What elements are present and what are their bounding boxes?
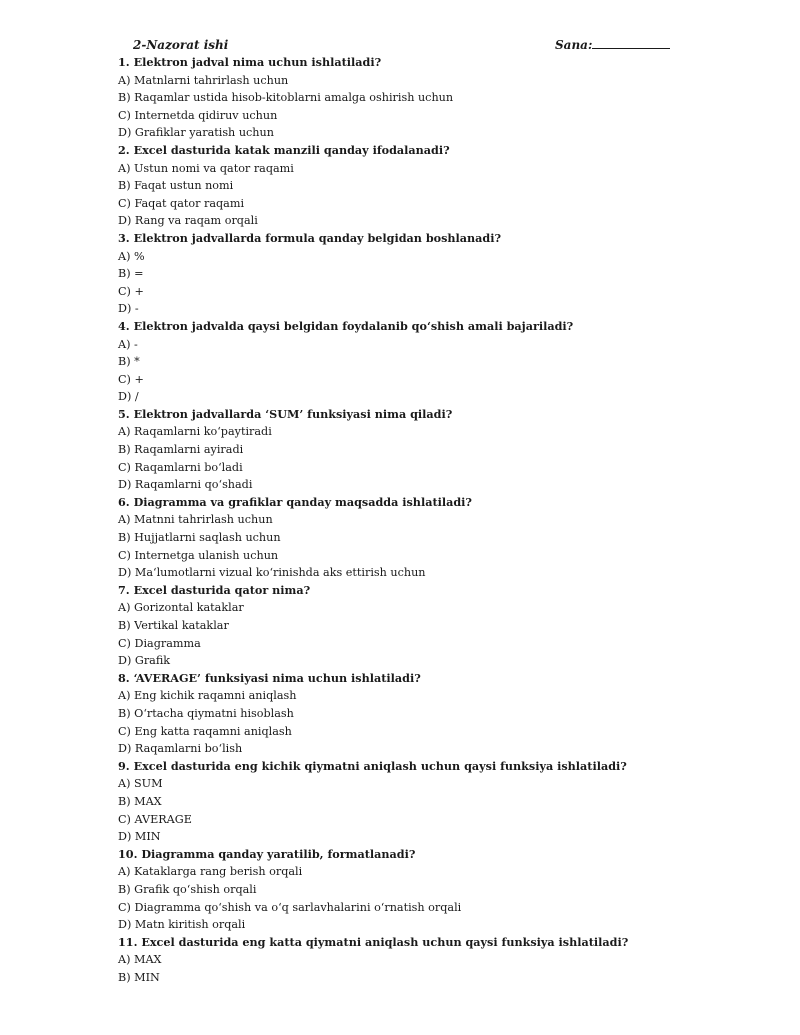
question-9 bbox=[118, 758, 678, 846]
date-label: Sana: bbox=[555, 38, 593, 52]
question-text: 10. Diagramma qanday yaratilib, formatlanadi? bbox=[118, 846, 416, 861]
question-text: 7. Excel dasturida qator nima? bbox=[118, 582, 311, 597]
answer-option-d: D) / bbox=[118, 390, 139, 404]
answer-option-b: B) * bbox=[118, 355, 140, 369]
date-field bbox=[555, 36, 670, 54]
answer-option-b: B) = bbox=[118, 267, 144, 281]
page-title: 2-Nazorat ishi bbox=[133, 38, 229, 52]
question-text: 9. Excel dasturida eng kichik qiymatni aniqlash uchun qaysi funksiya ishlatiladi? bbox=[118, 758, 627, 773]
answer-option-c: C) Diagramma bbox=[118, 636, 201, 650]
answer-option-c: C) Faqat qator raqami bbox=[118, 196, 245, 210]
answer-option-d: D) - bbox=[118, 302, 139, 316]
answer-option-c: C) AVERAGE bbox=[118, 812, 192, 826]
question-2 bbox=[118, 142, 678, 230]
answer-option-b: B) Faqat ustun nomi bbox=[118, 179, 234, 193]
answer-option-b: B) MAX bbox=[118, 794, 162, 808]
answer-option-c: C) Internetga ulanish uchun bbox=[118, 548, 279, 562]
test-sheet bbox=[118, 36, 678, 986]
answer-option-d: D) Matn kiritish orqali bbox=[118, 918, 246, 932]
question-1 bbox=[118, 54, 678, 142]
question-text: 11. Excel dasturida eng katta qiymatni aniqlash uchun qaysi funksiya ishlatiladi? bbox=[118, 934, 629, 949]
answer-option-d: D) Grafiklar yaratish uchun bbox=[118, 126, 274, 140]
question-text: 2. Excel dasturida katak manzili qanday ifodalanadi? bbox=[118, 142, 450, 157]
answer-option-b: B) Vertikal kataklar bbox=[118, 619, 229, 632]
answer-option-a: A) Matnni tahrirlash uchun bbox=[118, 513, 273, 527]
answer-option-c: C) Raqamlarni bo‘ladi bbox=[118, 460, 243, 474]
answer-option-b: B) Grafik qo‘shish orqali bbox=[118, 882, 257, 896]
answer-option-a: A) Kataklarga rang berish orqali bbox=[118, 865, 303, 879]
document-header bbox=[118, 36, 678, 54]
question-text: 5. Elektron jadvallarda ‘SUM’ funksiyasi nima qiladi? bbox=[118, 406, 453, 421]
answer-option-c: C) Diagramma qo‘shish va o‘q sarlavhalarini o‘rnatish orqali bbox=[118, 900, 462, 914]
question-6 bbox=[118, 494, 678, 582]
answer-option-b: B) Hujjatlarni saqlash uchun bbox=[118, 531, 281, 545]
answer-option-a: A) Ustun nomi va qator raqami bbox=[118, 161, 294, 175]
date-blank-line bbox=[592, 36, 670, 49]
question-text: 6. Diagramma va grafiklar qanday maqsadda ishlatiladi? bbox=[118, 494, 472, 509]
answer-option-c: C) + bbox=[118, 372, 144, 386]
answer-option-a: A) MAX bbox=[118, 953, 162, 967]
answer-option-a: A) % bbox=[118, 249, 145, 263]
question-text: 3. Elektron jadvallarda formula qanday belgidan boshlanadi? bbox=[118, 230, 502, 245]
answer-option-a: A) - bbox=[118, 337, 138, 351]
answer-option-a: A) SUM bbox=[118, 777, 163, 791]
answer-option-d: D) Ma‘lumotlarni vizual ko‘rinishda aks ettirish uchun bbox=[118, 566, 426, 580]
answer-option-b: B) MIN bbox=[118, 970, 160, 984]
answer-option-c: C) + bbox=[118, 284, 144, 298]
answer-option-a: A) Raqamlarni ko‘paytiradi bbox=[118, 425, 272, 439]
answer-option-d: D) Rang va raqam orqali bbox=[118, 214, 258, 228]
answer-option-a: A) Eng kichik raqamni aniqlash bbox=[118, 689, 297, 703]
answer-option-d: D) MIN bbox=[118, 830, 161, 844]
answer-option-d: D) Raqamlarni qo‘shadi bbox=[118, 478, 253, 492]
question-3 bbox=[118, 230, 678, 318]
answer-option-b: B) O‘rtacha qiymatni hisoblash bbox=[118, 706, 294, 720]
question-5 bbox=[118, 406, 678, 494]
answer-option-a: A) Matnlarni tahrirlash uchun bbox=[118, 73, 289, 87]
question-7 bbox=[118, 582, 678, 670]
question-10 bbox=[118, 846, 678, 934]
answer-option-b: B) Raqamlar ustida hisob-kitoblarni amalga oshirish uchun bbox=[118, 91, 454, 105]
question-8 bbox=[118, 670, 678, 758]
answer-option-d: D) Raqamlarni bo‘lish bbox=[118, 742, 243, 756]
answer-option-b: B) Raqamlarni ayiradi bbox=[118, 443, 244, 457]
answer-option-a: A) Gorizontal kataklar bbox=[118, 601, 244, 615]
question-11 bbox=[118, 934, 678, 987]
answer-option-d: D) Grafik bbox=[118, 654, 171, 668]
question-text: 8. ‘AVERAGE’ funksiyasi nima uchun ishlatiladi? bbox=[118, 670, 421, 685]
answer-option-c: C) Eng katta raqamni aniqlash bbox=[118, 724, 292, 738]
question-text: 4. Elektron jadvalda qaysi belgidan foydalanib qo‘shish amali bajariladi? bbox=[118, 318, 574, 333]
question-4 bbox=[118, 318, 678, 406]
answer-option-c: C) Internetda qidiruv uchun bbox=[118, 108, 278, 122]
question-text: 1. Elektron jadval nima uchun ishlatiladi? bbox=[118, 55, 382, 69]
